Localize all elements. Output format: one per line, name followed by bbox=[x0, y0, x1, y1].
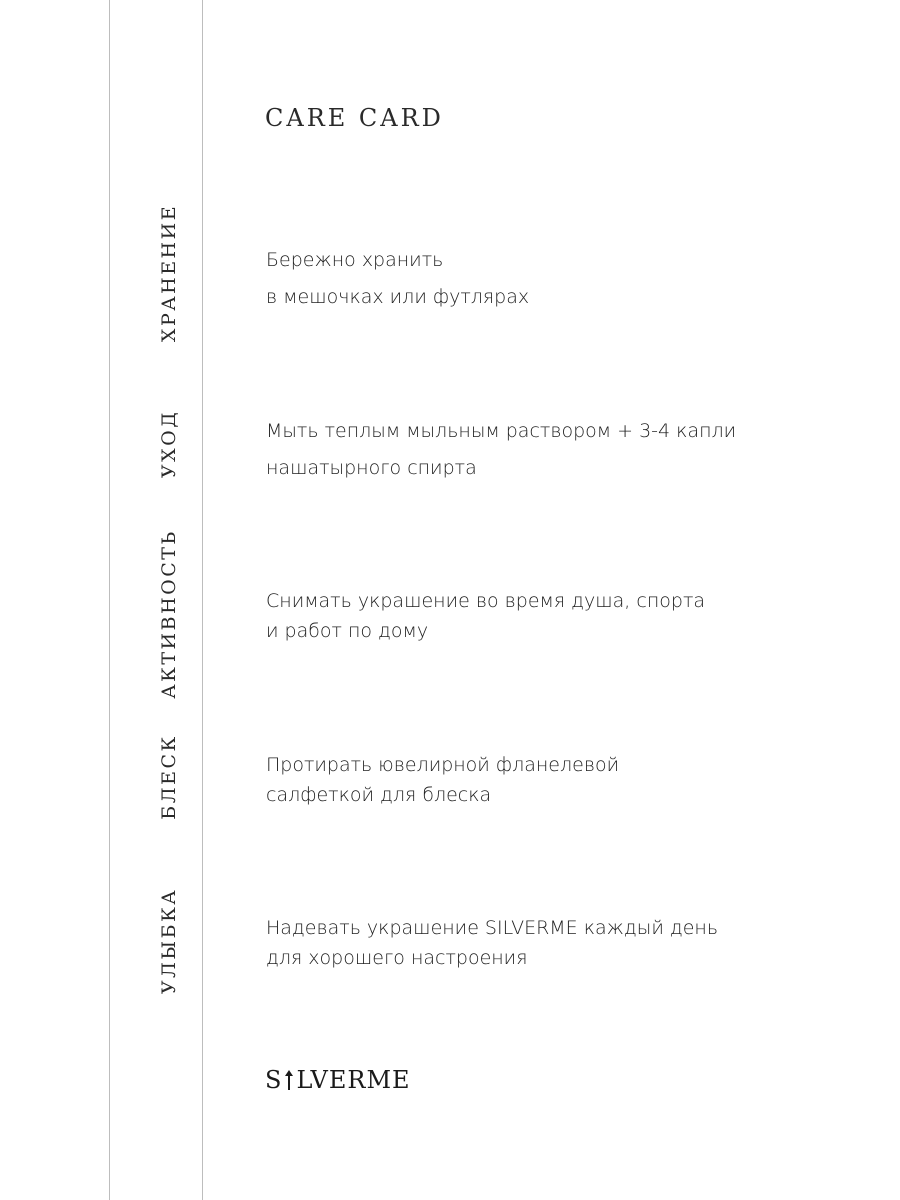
side-label-shine: БЛЕСК bbox=[158, 734, 180, 820]
arrow-i-logo-mark-icon bbox=[283, 1069, 295, 1091]
section-shine-line-2: салфеткой для блеска bbox=[266, 784, 492, 806]
side-label-care: УХОД bbox=[158, 409, 180, 479]
side-label-storage: ХРАНЕНИЕ bbox=[158, 203, 180, 343]
brand-logo-prefix: S bbox=[265, 1066, 283, 1094]
section-activity bbox=[266, 586, 806, 646]
right-divider-line bbox=[202, 0, 203, 1200]
section-activity-line-2: и работ по дому bbox=[266, 620, 429, 642]
brand-logo bbox=[265, 1066, 411, 1094]
side-label-smile: УЛЫБКА bbox=[158, 887, 180, 995]
section-smile-line-1: Надевать украшение SILVERME каждый день bbox=[266, 917, 719, 939]
section-care bbox=[266, 413, 806, 487]
side-label-activity: АКТИВНОСТЬ bbox=[158, 529, 180, 699]
section-shine-line-1: Протирать ювелирной фланелевой bbox=[266, 754, 620, 776]
left-divider-line bbox=[109, 0, 110, 1200]
section-smile bbox=[266, 913, 806, 973]
section-shine bbox=[266, 750, 806, 810]
section-storage-line-2: в мешочках или футлярах bbox=[266, 286, 530, 308]
section-smile-line-2: для хорошего настроения bbox=[266, 947, 528, 969]
section-storage-line-1: Бережно хранить bbox=[266, 249, 444, 271]
section-storage bbox=[266, 242, 806, 316]
brand-logo-suffix: LVERME bbox=[296, 1066, 411, 1094]
section-care-line-1: Мыть теплым мыльным раствором + 3-4 капли bbox=[266, 420, 737, 442]
section-activity-line-1: Снимать украшение во время душа, спорта bbox=[266, 590, 706, 612]
section-care-line-2: нашатырного спирта bbox=[266, 457, 477, 479]
card-title: CARE CARD bbox=[265, 104, 444, 132]
